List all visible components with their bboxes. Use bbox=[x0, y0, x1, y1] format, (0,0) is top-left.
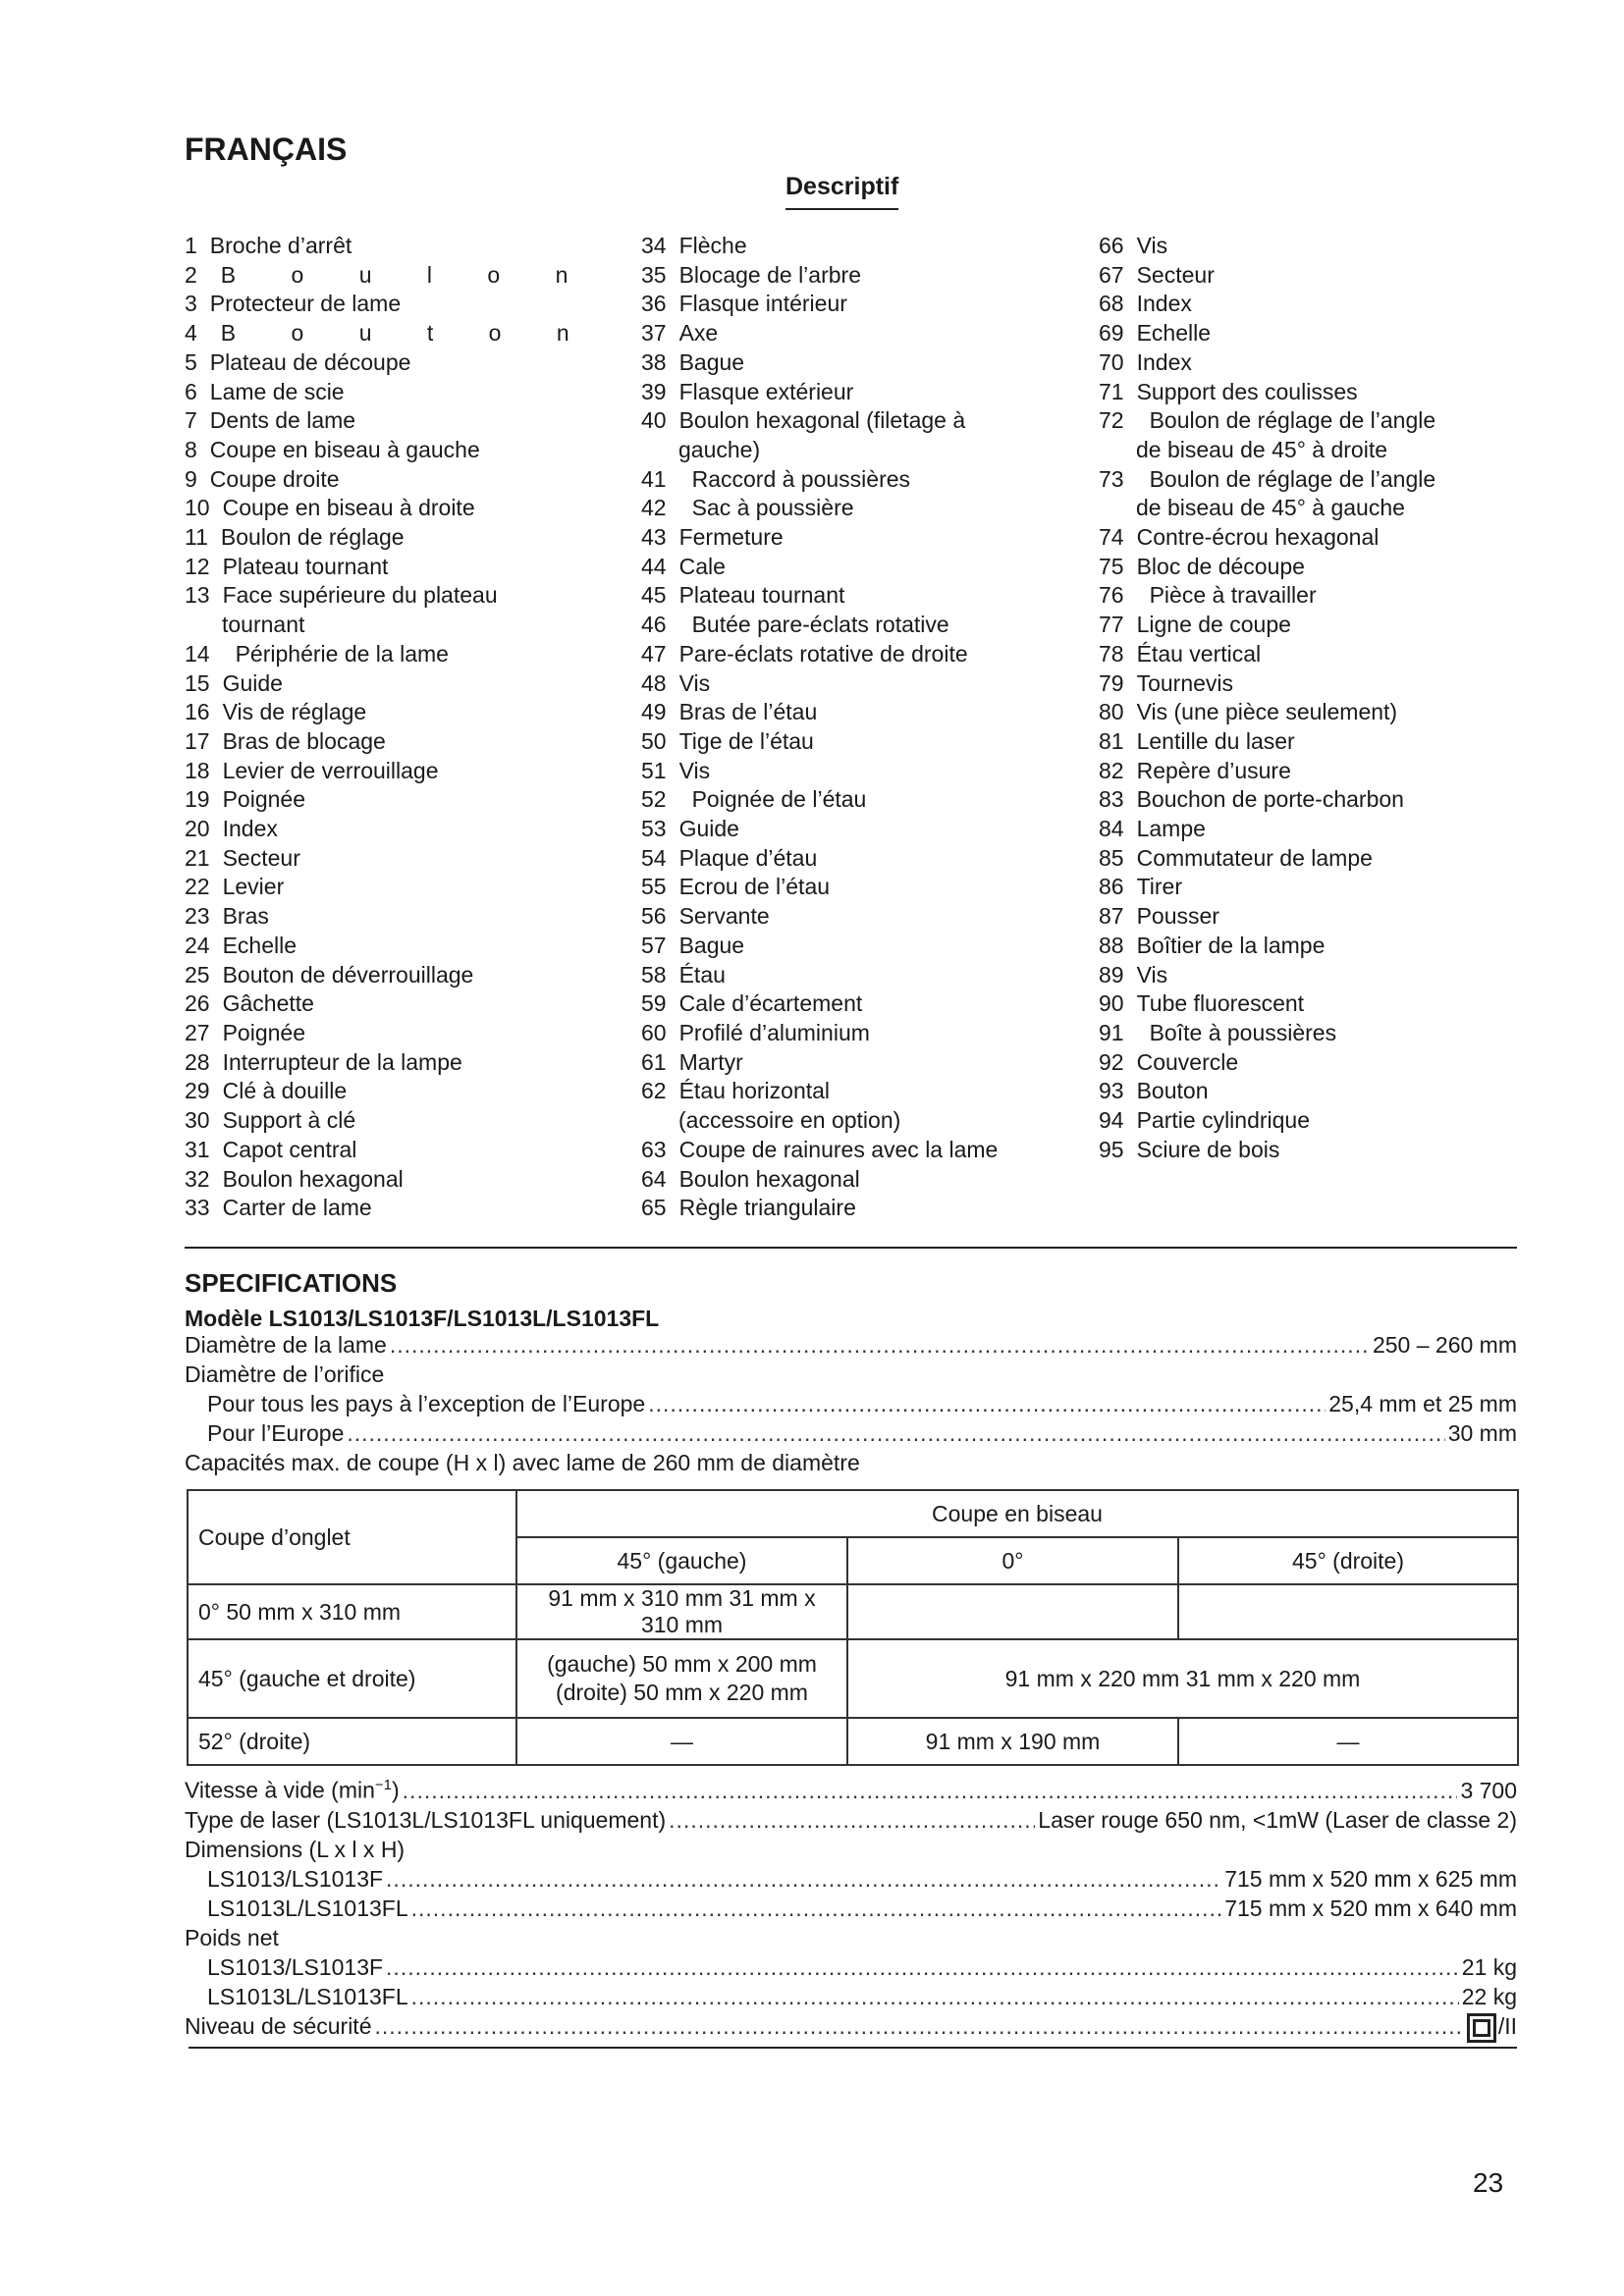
parts-list-item: 6 Lame de scie bbox=[185, 378, 345, 404]
parts-list-item: 93 Bouton bbox=[1099, 1078, 1209, 1104]
table-cell: — bbox=[1178, 1718, 1518, 1765]
parts-list-item: 76 Pièce à travailler bbox=[1099, 582, 1317, 609]
parts-list-item: 44 Cale bbox=[641, 553, 726, 579]
parts-list-item: 85 Commutateur de lampe bbox=[1099, 844, 1373, 871]
parts-list-item-continuation: de biseau de 45° à gauche bbox=[1136, 495, 1405, 521]
parts-list-item: 48 Vis bbox=[641, 669, 711, 696]
parts-list-item: 26 Gâchette bbox=[185, 990, 314, 1017]
parts-list-item: 16 Vis de réglage bbox=[185, 699, 367, 725]
parts-list-item-continuation: tournant bbox=[222, 612, 305, 638]
table-cell: 91 mm x 310 mm 31 mm x 310 mm bbox=[516, 1584, 847, 1639]
parts-list-item: 69 Echelle bbox=[1099, 320, 1212, 347]
table-cell: (gauche) 50 mm x 200 mm (droite) 50 mm x 220 mm bbox=[516, 1639, 847, 1718]
parts-list-item: 18 Levier de verrouillage bbox=[185, 757, 439, 783]
speed-row: Vitesse à vide $(\min^{-1})$ ..... 3 700 bbox=[185, 1771, 1517, 1805]
parts-list-item: 59 Cale d’écartement bbox=[641, 990, 863, 1017]
parts-list-item: 89 Vis bbox=[1099, 961, 1168, 988]
model-line: Modèle LS1013/LS1013F/LS1013L/LS1013FL bbox=[185, 1306, 660, 1331]
parts-list-item-continuation: gauche) bbox=[678, 436, 761, 462]
parts-list-item: 33 Carter de lame bbox=[185, 1195, 372, 1221]
specifications-heading: SPECIFICATIONS bbox=[185, 1268, 398, 1298]
safety-row: Niveau de sécurité ..... /II bbox=[185, 2011, 1517, 2043]
parts-list-item: 91 Boîte à poussières bbox=[1099, 1019, 1337, 1045]
parts-list-item: 82 Repère d’usure bbox=[1099, 757, 1291, 783]
dimensions-row-a: LS1013/LS1013F ..... 715 mm x 520 mm x 625 mm bbox=[185, 1864, 1517, 1894]
bore-label: Diamètre de l’orifice bbox=[185, 1362, 385, 1387]
parts-list-item: 88 Boîtier de la lampe bbox=[1099, 932, 1326, 958]
row-label: 45° (gauche et droite) bbox=[188, 1639, 516, 1718]
dimensions-label: Dimensions (L x l x H) bbox=[185, 1836, 406, 1862]
parts-list-item: 34 Flèche bbox=[641, 233, 747, 258]
parts-list-item: 4 B o u t o n bbox=[185, 320, 594, 347]
parts-list-item: 13 Face supérieure du plateau bbox=[185, 582, 498, 609]
parts-list-item: 49 Bras de l’étau bbox=[641, 699, 818, 725]
parts-list-item: 37 Axe bbox=[641, 320, 719, 347]
parts-list-item: 86 Tirer bbox=[1099, 874, 1183, 900]
parts-list-item: 65 Règle triangulaire bbox=[641, 1195, 856, 1221]
parts-list-item: 25 Bouton de déverrouillage bbox=[185, 961, 474, 988]
parts-list-item: 39 Flasque extérieur bbox=[641, 378, 854, 404]
parts-list-item: 92 Couvercle bbox=[1099, 1048, 1239, 1075]
parts-list-item: 1 Broche d’arrêt bbox=[185, 233, 352, 258]
parts-list-item: 46 Butée pare-éclats rotative bbox=[641, 612, 949, 638]
parts-list-item: 75 Bloc de découpe bbox=[1099, 553, 1305, 579]
parts-list-item-continuation: de biseau de 45° à droite bbox=[1136, 436, 1387, 462]
parts-list-item: 2 B o u l o n bbox=[185, 261, 593, 288]
parts-list-item: 50 Tige de l’étau bbox=[641, 727, 814, 754]
parts-list-item: 74 Contre-écrou hexagonal bbox=[1099, 524, 1380, 551]
parts-list-item: 73 Boulon de réglage de l’angle bbox=[1099, 465, 1436, 492]
header-bevel-left: 45° (gauche) bbox=[516, 1537, 847, 1584]
parts-list-item: 5 Plateau de découpe bbox=[185, 348, 411, 375]
parts-list-item-continuation: (accessoire en option) bbox=[678, 1107, 901, 1134]
parts-list-item: 72 Boulon de réglage de l’angle bbox=[1099, 407, 1436, 434]
header-miter: Coupe d’onglet bbox=[188, 1490, 516, 1584]
parts-list-item: 27 Poignée bbox=[185, 1019, 306, 1045]
parts-list-item: 45 Plateau tournant bbox=[641, 582, 845, 609]
parts-list-item: 9 Coupe droite bbox=[185, 465, 340, 492]
dimensions-row-b: LS1013L/LS1013FL ..... 715 mm x 520 mm x 640 mm bbox=[185, 1894, 1517, 1923]
divider bbox=[185, 1247, 1517, 1249]
parts-list-item: 19 Poignée bbox=[185, 786, 306, 813]
parts-list-item: 10 Coupe en biseau à droite bbox=[185, 495, 475, 521]
parts-list-item: 77 Ligne de coupe bbox=[1099, 612, 1291, 638]
parts-list-item: 87 Pousser bbox=[1099, 903, 1219, 930]
page-number: 23 bbox=[1473, 2167, 1504, 2198]
parts-list-item: 61 Martyr bbox=[641, 1048, 743, 1075]
cutting-capacity-table bbox=[187, 1489, 1519, 1766]
parts-list-item: 62 Étau horizontal bbox=[641, 1078, 831, 1104]
parts-list-item: 42 Sac à poussière bbox=[641, 495, 854, 521]
parts-list-item: 29 Clé à douille bbox=[185, 1078, 348, 1104]
parts-list-item: 51 Vis bbox=[641, 757, 711, 783]
divider bbox=[189, 2047, 1517, 2049]
parts-list-item: 81 Lentille du laser bbox=[1099, 727, 1295, 754]
table-cell: 91 mm x 190 mm bbox=[847, 1718, 1178, 1765]
parts-list-item: 60 Profilé d’aluminium bbox=[641, 1019, 870, 1045]
parts-list-item: 63 Coupe de rainures avec la lame bbox=[641, 1136, 999, 1162]
parts-list-item: 28 Interrupteur de la lampe bbox=[185, 1048, 462, 1075]
header-bevel-right: 45° (droite) bbox=[1178, 1537, 1518, 1584]
spec-lines-top bbox=[185, 1330, 1517, 1477]
weight-row-a: LS1013/LS1013F ..... 21 kg bbox=[185, 1952, 1517, 1982]
bore-non-eu-row: Pour tous les pays à l’exception de l’Europe ..... 25,4 mm et 25 mm bbox=[185, 1389, 1517, 1418]
parts-list-item: 3 Protecteur de lame bbox=[185, 291, 402, 317]
parts-list-item: 40 Boulon hexagonal (filetage à bbox=[641, 407, 966, 434]
parts-list-item: 41 Raccord à poussières bbox=[641, 465, 911, 492]
parts-list-item: 71 Support des coulisses bbox=[1099, 378, 1358, 404]
parts-list-item: 38 Bague bbox=[641, 348, 745, 375]
parts-list-item: 94 Partie cylindrique bbox=[1099, 1107, 1311, 1134]
parts-list-item: 79 Tournevis bbox=[1099, 669, 1234, 696]
parts-list-item: 80 Vis (une pièce seulement) bbox=[1099, 699, 1398, 725]
parts-list-column-2 bbox=[641, 232, 1073, 1223]
parts-list-item: 7 Dents de lame bbox=[185, 407, 356, 434]
table-cell: — bbox=[516, 1718, 847, 1765]
language-heading: FRANÇAIS bbox=[185, 132, 348, 167]
header-bevel-zero: 0° bbox=[847, 1537, 1178, 1584]
parts-list-item: 66 Vis bbox=[1099, 233, 1168, 258]
parts-list-item: 47 Pare-éclats rotative de droite bbox=[641, 640, 968, 667]
parts-list-item: 17 Bras de blocage bbox=[185, 727, 386, 754]
parts-list-item: 43 Fermeture bbox=[641, 524, 784, 551]
section-title: Descriptif bbox=[785, 173, 898, 210]
row-label: 52° (droite) bbox=[188, 1718, 516, 1765]
blade-diameter-row: Diamètre de la lame ..... 250 – 260 mm bbox=[185, 1330, 1517, 1360]
header-bevel: Coupe en biseau bbox=[516, 1490, 1518, 1537]
parts-list-item: 78 Étau vertical bbox=[1099, 640, 1262, 667]
parts-list-item: 68 Index bbox=[1099, 291, 1192, 317]
double-insulation-icon bbox=[1467, 2013, 1496, 2043]
parts-list-item: 90 Tube fluorescent bbox=[1099, 990, 1305, 1017]
parts-list-item: 36 Flasque intérieur bbox=[641, 291, 847, 317]
table-row bbox=[188, 1639, 1518, 1718]
parts-list-item: 70 Index bbox=[1099, 348, 1192, 375]
row-label: 0° 50 mm x 310 mm bbox=[188, 1584, 516, 1639]
parts-list-item: 15 Guide bbox=[185, 669, 283, 696]
bore-eu-row: Pour l’Europe ..... 30 mm bbox=[185, 1418, 1517, 1448]
table-row bbox=[188, 1584, 1518, 1639]
parts-list-item: 23 Bras bbox=[185, 903, 269, 930]
parts-list-item: 55 Ecrou de l’étau bbox=[641, 874, 831, 900]
parts-list-item: 11 Boulon de réglage bbox=[185, 524, 405, 551]
parts-list-item: 31 Capot central bbox=[185, 1136, 357, 1162]
parts-list-item: 8 Coupe en biseau à gauche bbox=[185, 436, 480, 462]
parts-list-item: 52 Poignée de l’étau bbox=[641, 786, 867, 813]
parts-list-item: 83 Bouchon de porte-charbon bbox=[1099, 786, 1404, 813]
parts-list-item: 84 Lampe bbox=[1099, 816, 1206, 842]
parts-list-item: 64 Boulon hexagonal bbox=[641, 1165, 860, 1192]
parts-list-item: 54 Plaque d’étau bbox=[641, 844, 818, 871]
parts-list-item: 30 Support à clé bbox=[185, 1107, 356, 1134]
parts-list-column-1 bbox=[185, 232, 617, 1223]
parts-list-item: 22 Levier bbox=[185, 874, 285, 900]
parts-list-item: 95 Sciure de bois bbox=[1099, 1136, 1280, 1162]
capacity-label: Capacités max. de coupe (H x l) avec lame de 260 mm de diamètre bbox=[185, 1450, 860, 1475]
table-row bbox=[188, 1718, 1518, 1765]
table-cell bbox=[847, 1584, 1178, 1639]
parts-list-item: 32 Boulon hexagonal bbox=[185, 1165, 404, 1192]
weight-label: Poids net bbox=[185, 1924, 279, 1950]
parts-list-item: 58 Étau bbox=[641, 961, 726, 988]
laser-row: Type de laser (LS1013L/LS1013FL uniquement) ..... Laser rouge 650 nm, <1mW (Laser de classe 2) bbox=[185, 1805, 1517, 1835]
parts-list-item: 56 Servante bbox=[641, 903, 770, 930]
parts-list-item: 67 Secteur bbox=[1099, 261, 1215, 288]
parts-list-item: 35 Blocage de l’arbre bbox=[641, 261, 861, 288]
parts-list-item: 14 Périphérie de la lame bbox=[185, 640, 449, 667]
parts-list-item: 57 Bague bbox=[641, 932, 745, 958]
parts-list-item: 53 Guide bbox=[641, 816, 739, 842]
parts-list-item: 24 Echelle bbox=[185, 932, 298, 958]
weight-row-b: LS1013L/LS1013FL ..... 22 kg bbox=[185, 1982, 1517, 2011]
parts-list-item: 21 Secteur bbox=[185, 844, 300, 871]
parts-list-column-3 bbox=[1099, 232, 1531, 1165]
spec-lines-bottom bbox=[185, 1771, 1517, 2043]
table-cell: 91 mm x 220 mm 31 mm x 220 mm bbox=[847, 1639, 1518, 1718]
parts-list-item: 12 Plateau tournant bbox=[185, 553, 389, 579]
table-cell bbox=[1178, 1584, 1518, 1639]
parts-list-item: 20 Index bbox=[185, 816, 278, 842]
